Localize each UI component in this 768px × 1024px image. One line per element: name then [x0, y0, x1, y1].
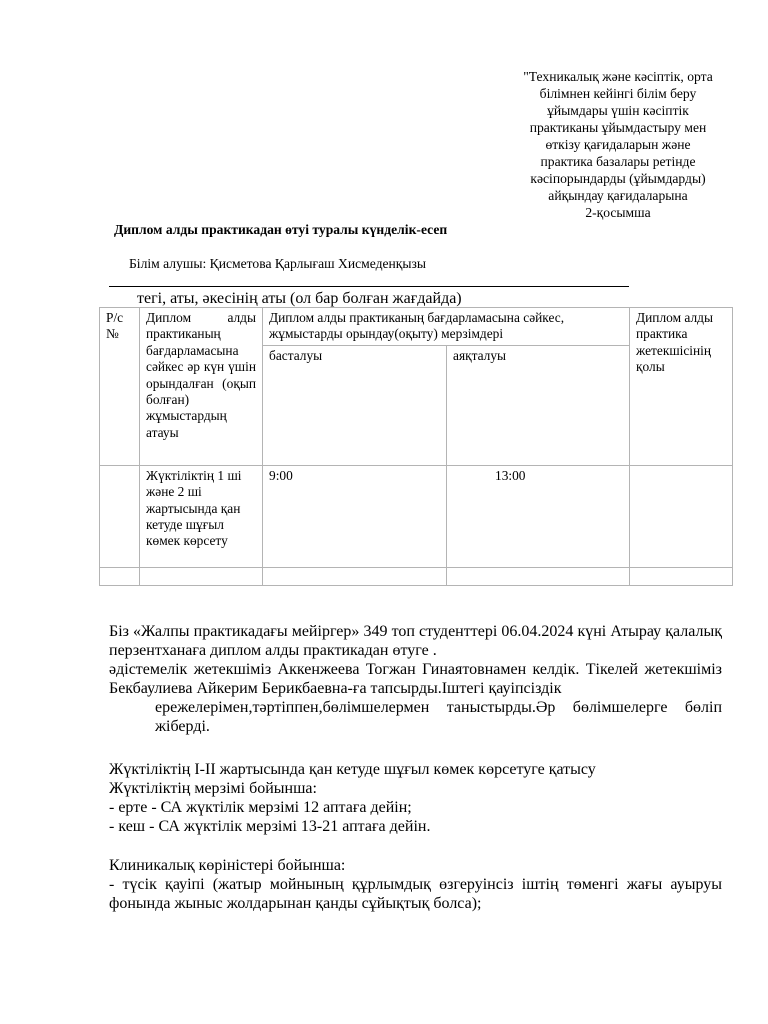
paragraph-arrival: Біз «Жалпы практикадағы мейіргер» 349 топ студенттері 06.04.2024 күні Атырау қалалық перзентханаға диплом алды практикадан өтуге .: [109, 623, 722, 659]
diary-table: [99, 307, 733, 586]
regulation-reference: [474, 68, 762, 221]
end-time-cell: [447, 567, 630, 585]
start-time-cell: 9:00: [263, 465, 447, 567]
report-section-bleeding: [109, 760, 722, 836]
signature-cell: [630, 465, 733, 567]
name-caption: тегі, аты, әкесінің аты (ол бар болған жағдайда): [137, 290, 462, 307]
document-title: Диплом алды практикадан өтуі туралы күнделік-есеп: [114, 222, 448, 237]
header-start: басталуы: [263, 345, 447, 465]
list-item: - ерте - СА жүктілік мерзімі 12 аптаға дейін;: [109, 799, 412, 816]
period-heading: Жүктіліктің мерзімі бойынша:: [109, 780, 317, 797]
paragraph-supervisors: әдістемелік жетекшіміз Аккенжеева Тогжан Гинаятовнамен келдік. Тікелей жетекшіміз Бекбаулиева Айкерим Берикбаевна-ға тапсырды.Іштегі қауіпсіздік: [109, 661, 722, 697]
start-time-cell: [263, 567, 447, 585]
signature-cell: [630, 567, 733, 585]
header-end: аяқталуы: [447, 345, 630, 465]
clinical-heading: Клиникалық көріністері бойынша:: [109, 857, 346, 874]
work-cell: Жүктіліктің 1 ші және 2 ші жартысында қан кетуде шұғыл көмек көрсету: [140, 465, 263, 567]
work-cell: [140, 567, 263, 585]
regulation-line: практиканы ұйымдастыру мен: [529, 120, 707, 135]
paragraph-introduction: ережелерімен,тәртіппен,бөлімшелермен таныстырды.Әр бөлімшелерге бөліп жіберді.: [155, 699, 722, 735]
list-item: - кеш - СА жүктілік мерзімі 13-21 аптаға дейін.: [109, 818, 431, 835]
list-item: - түсік қауіпі (жатыр мойнының құрлымдық өзгеруінсіз іштің төменгі жағы ауыруы фонында жыныс жолдарынан қанды сұйықтық болса);: [109, 876, 722, 912]
regulation-line: ұйымдары үшін кәсіптік: [547, 103, 689, 118]
header-supervisor-signature: Диплом алды практика жетекшісінің қолы: [630, 308, 733, 466]
regulation-line: кәсіпорындарды (ұйымдарды): [530, 171, 706, 186]
header-work-title: Диплом алды практиканың бағдарламасына сәйкес әр күн үшін орындалған (оқып болған) жұмыстардың атауы: [140, 308, 263, 466]
table-header-row: [100, 308, 733, 346]
regulation-line: "Техникалық және кәсіптік, орта: [523, 69, 713, 84]
regulation-line: өткізу қағидаларын және: [545, 137, 691, 152]
end-time-cell: 13:00: [447, 465, 630, 567]
header-row-number: Р/с №: [100, 308, 140, 466]
table-row: [100, 465, 733, 567]
table-row: [100, 567, 733, 585]
report-paragraph-1: [109, 622, 722, 736]
regulation-line: айқындау қағидаларына: [548, 188, 688, 203]
report-section-clinical: [109, 856, 722, 913]
regulation-line: білімнен кейінгі білім беру: [539, 86, 697, 101]
header-dates: Диплом алды практиканың бағдарламасына сәйкес, жұмыстарды орындау(оқыту) мерзімдері: [263, 308, 630, 346]
row-number-cell: [100, 465, 140, 567]
student-name: Білім алушы: Қисметова Қарлығаш Хисмеденқызы: [129, 256, 427, 271]
name-underline: [109, 286, 629, 287]
regulation-line: практика базалары ретінде: [540, 154, 696, 169]
row-number-cell: [100, 567, 140, 585]
section-heading: Жүктіліктің I-II жартысында қан кетуде шұғыл көмек көрсетуге қатысу: [109, 761, 596, 778]
appendix-number: 2-қосымша: [585, 205, 651, 220]
